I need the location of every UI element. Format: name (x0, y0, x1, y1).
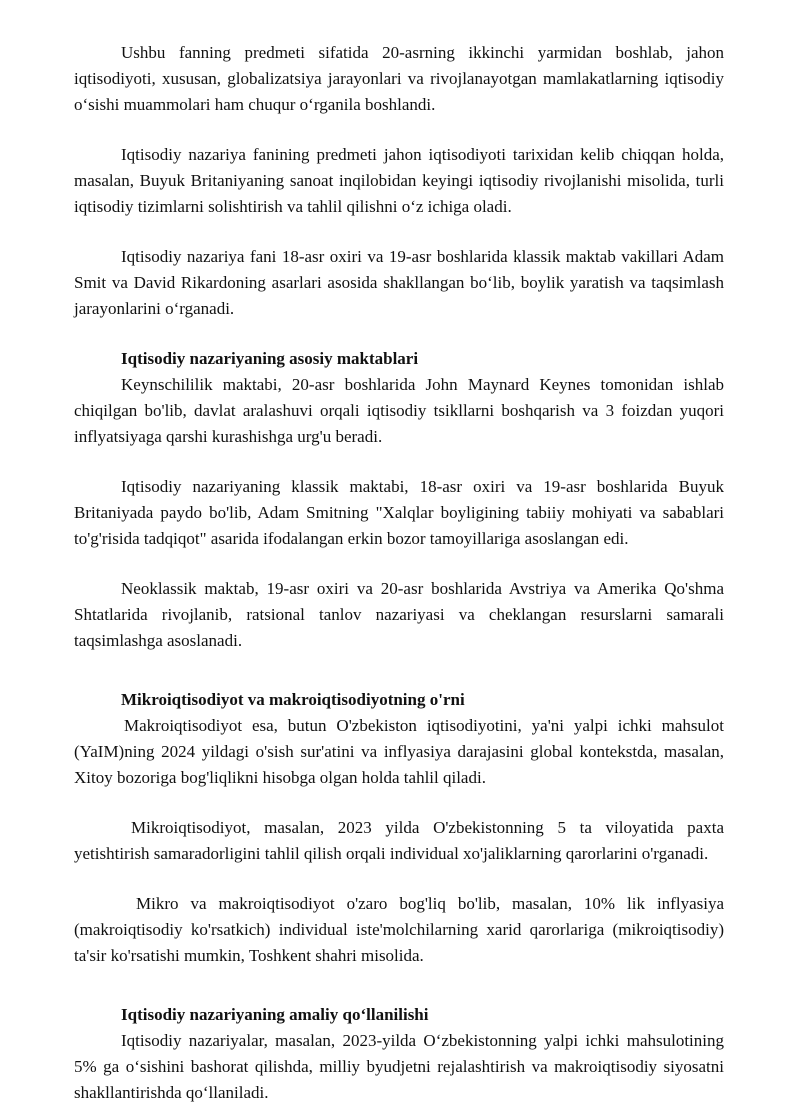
paragraph: Iqtisodiy nazariya fanining predmeti jahon iqtisodiyoti tarixidan kelib chiqqan holda, masalan, Buyuk Britaniyaning sanoat inqilobidan keyingi iqtisodiy rivojlanishi misolida, turli iqtisodiy tizimlarni solishtirish va tahlil qilishni o‘z ichiga oladi. (74, 145, 724, 216)
paragraph: Neoklassik maktab, 19-asr oxiri va 20-asr boshlarida Avstriya va Amerika Qo'shma Shtatlarida rivojlanib, ratsional tanlov nazariyasi va cheklangan resurslarni samarali taqsimlashga asoslanadi. (74, 579, 724, 650)
paragraph: Keynschililik maktabi, 20-asr boshlarida John Maynard Keynes tomonidan ishlab chiqilgan bo'lib, davlat aralashuvi orqali iqtisodiy tsikllarni boshqarish va 3 foizdan yuqori inflyatsiyaga qarshi kurashishga urg'u beradi. (74, 375, 724, 446)
paragraph: Iqtisodiy nazariyaning klassik maktabi, 18-asr oxiri va 19-asr boshlarida Buyuk Britaniyada paydo bo'lib, Adam Smitning "Xalqlar boyligining tabiiy mohiyati va sabablari to'g'risida tadqiqot" asarida ifodalangan erkin bozor tamoyillariga asoslangan edi. (74, 477, 724, 548)
section-heading: Iqtisodiy nazariyaning asosiy maktablari (121, 349, 419, 368)
paragraph: Iqtisodiy nazariya fani 18-asr oxiri va 19-asr boshlarida klassik maktab vakillari Adam Smit va David Rikardoning asarlari asosida shakllangan bo‘lib, boylik yaratish va taqsimlash jarayonlarini o‘rganadi. (74, 247, 724, 318)
section-heading: Iqtisodiy nazariyaning amaliy qo‘llanilishi (121, 1005, 429, 1024)
section-heading: Mikroiqtisodiyot va makroiqtisodiyotning o'rni (121, 690, 465, 709)
paragraph: Iqtisodiy nazariyalar, masalan, 2023-yilda O‘zbekistonning yalpi ichki mahsulotining 5% ga o‘sishini bashorat qilishda, milliy byudjetni rejalashtirish va makroiqtisodiy siyosatni shakllantirishda qo‘llaniladi. (74, 1031, 724, 1102)
paragraph: Mikroiqtisodiyot, masalan, 2023 yilda O'zbekistonning 5 ta viloyatida paxta yetishtirish samaradorligini tahlil qilish orqali individual xo'jaliklarning qarorlarini o'rganadi. (74, 818, 724, 863)
paragraph: Ushbu fanning predmeti sifatida 20-asrning ikkinchi yarmidan boshlab, jahon iqtisodiyoti, xususan, globalizatsiya jarayonlari va rivojlanayotgan mamlakatlarning iqtisodiy o‘sishi muammolari ham chuqur o‘rganila boshlandi. (74, 43, 724, 114)
paragraph: Mikro va makroiqtisodiyot o'zaro bog'liq bo'lib, masalan, 10% lik inflyasiya (makroiqtisodiy ko'rsatkich) individual iste'molchilarning xarid qarorlariga (mikroiqtisodiy) ta'sir ko'rsatishi mumkin, Toshkent shahri misolida. (74, 894, 724, 965)
paragraph: Makroiqtisodiyot esa, butun O'zbekiston iqtisodiyotini, ya'ni yalpi ichki mahsulot (YaIM)ning 2024 yildagi o'sish sur'atini va inflyasiya darajasini global kontekstda, masalan, Xitoy bozoriga bog'liqlikni hisobga olgan holda tahlil qiladi. (74, 716, 724, 787)
